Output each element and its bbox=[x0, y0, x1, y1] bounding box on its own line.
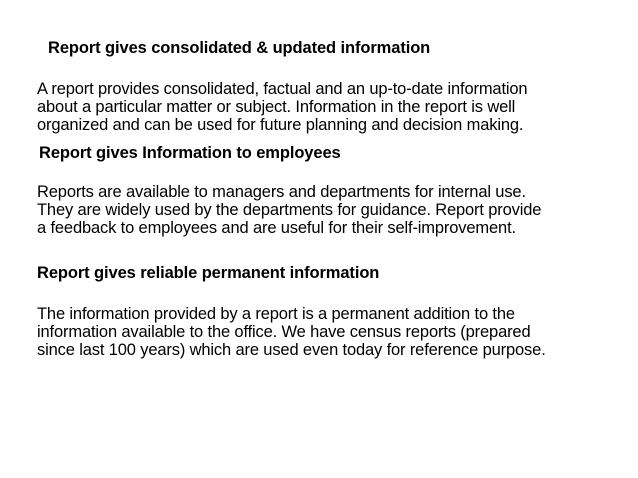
paragraph-line: about a particular matter or subject. Information in the report is well bbox=[37, 98, 516, 116]
paragraph-line: A report provides consolidated, factual and an up-to-date information bbox=[37, 80, 528, 98]
paragraph-line: information available to the office. We have census reports (prepared bbox=[37, 323, 531, 341]
section-heading-consolidated: Report gives consolidated & updated information bbox=[48, 39, 431, 57]
section-heading-employees: Report gives Information to employees bbox=[39, 144, 341, 162]
section-heading-permanent: Report gives reliable permanent information bbox=[37, 264, 380, 282]
section-paragraph-permanent bbox=[37, 305, 627, 359]
paragraph-line: The information provided by a report is a permanent addition to the bbox=[37, 305, 515, 323]
paragraph-line: They are widely used by the departments for guidance. Report provide bbox=[37, 201, 542, 219]
paragraph-line: organized and can be used for future planning and decision making. bbox=[37, 116, 524, 134]
paragraph-line: since last 100 years) which are used even today for reference purpose. bbox=[37, 341, 546, 359]
paragraph-line: Reports are available to managers and departments for internal use. bbox=[37, 183, 526, 201]
section-paragraph-employees bbox=[37, 183, 627, 237]
paragraph-line: a feedback to employees and are useful for their self-improvement. bbox=[37, 219, 516, 237]
section-paragraph-consolidated bbox=[37, 80, 627, 134]
